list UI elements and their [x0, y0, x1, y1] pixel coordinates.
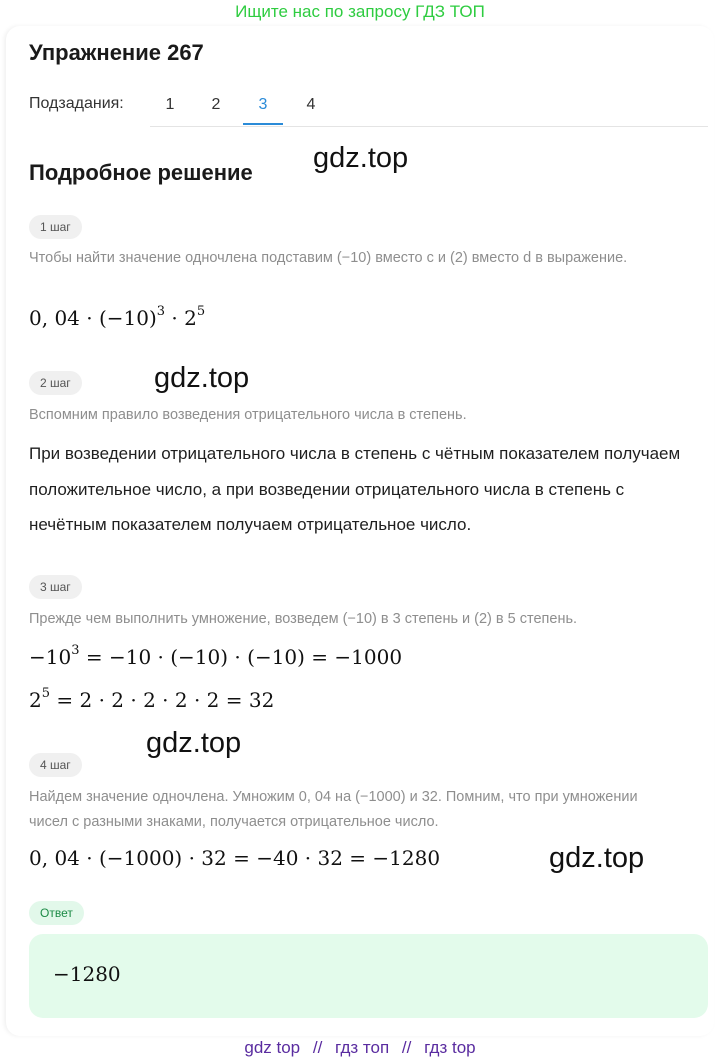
- step-badge: 2 шаг: [29, 371, 82, 395]
- watermark: gdz.top: [549, 842, 645, 874]
- footer-separator: //: [401, 1038, 412, 1057]
- subtask-tabs: [150, 86, 708, 127]
- page-title: Упражнение 267: [29, 40, 204, 65]
- footer-link[interactable]: gdz top: [244, 1038, 301, 1057]
- subtasks-label: Подзадания:: [29, 95, 124, 112]
- step-math: 0, 04 · (−1000) · 32 = −40 · 32 = −1280: [29, 846, 441, 870]
- tab-1[interactable]: 1: [165, 96, 175, 113]
- tab-4[interactable]: 4: [306, 96, 316, 113]
- answer-value: −1280: [53, 962, 121, 986]
- step-description: Чтобы найти значение одночлена подставим (−10) вместо c и (2) вместо d в выражение.: [29, 250, 628, 266]
- answer-box: [29, 934, 708, 1018]
- watermark: gdz.top: [313, 142, 409, 174]
- top-banner: Ищите нас по запросу ГДЗ ТОП: [235, 2, 485, 21]
- step-description: Вспомним правило возведения отрицательного числа в степень.: [29, 407, 467, 423]
- footer-link[interactable]: гдз топ: [335, 1038, 390, 1057]
- rule-text: При возведении отрицательного числа в степень с чётным показателем получаем положительное число, а при возведении отрицательного числа в степень с нечётным показателем получаем отрицательное число.: [29, 444, 681, 534]
- footer-link[interactable]: гдз top: [424, 1038, 476, 1057]
- footer-separator: //: [312, 1038, 323, 1057]
- step-badge: 1 шаг: [29, 215, 82, 239]
- step-description: Найдем значение одночлена. Умножим 0, 04 на (−1000) и 32. Помним, что при умножении чисел с разными знаками, получается отрицательное число.: [29, 789, 638, 830]
- section-title: Подробное решение: [29, 160, 253, 185]
- step-badge: 3 шаг: [29, 575, 82, 599]
- answer-badge: Ответ: [29, 901, 84, 925]
- step-badge: 4 шаг: [29, 753, 82, 777]
- footer-links: [0, 1038, 720, 1058]
- step-math: $2^5 = 2 \cdot 2 \cdot 2 \cdot 2 \cdot 2 = 32$: [29, 686, 275, 712]
- step-math: 0, $04 \cdot (-10)^3 \cdot 2^5$: [29, 304, 206, 330]
- step-math: $-10^3 = -10 \cdot (-10) \cdot (-10) = -1000$: [29, 643, 403, 669]
- tab-2[interactable]: 2: [211, 96, 221, 113]
- watermark: gdz.top: [146, 727, 242, 759]
- watermark: gdz.top: [154, 362, 250, 394]
- tab-3[interactable]: 3: [243, 86, 283, 125]
- step-description: Прежде чем выполнить умножение, возведем (−10) в 3 степень и (2) в 5 степень.: [29, 611, 578, 627]
